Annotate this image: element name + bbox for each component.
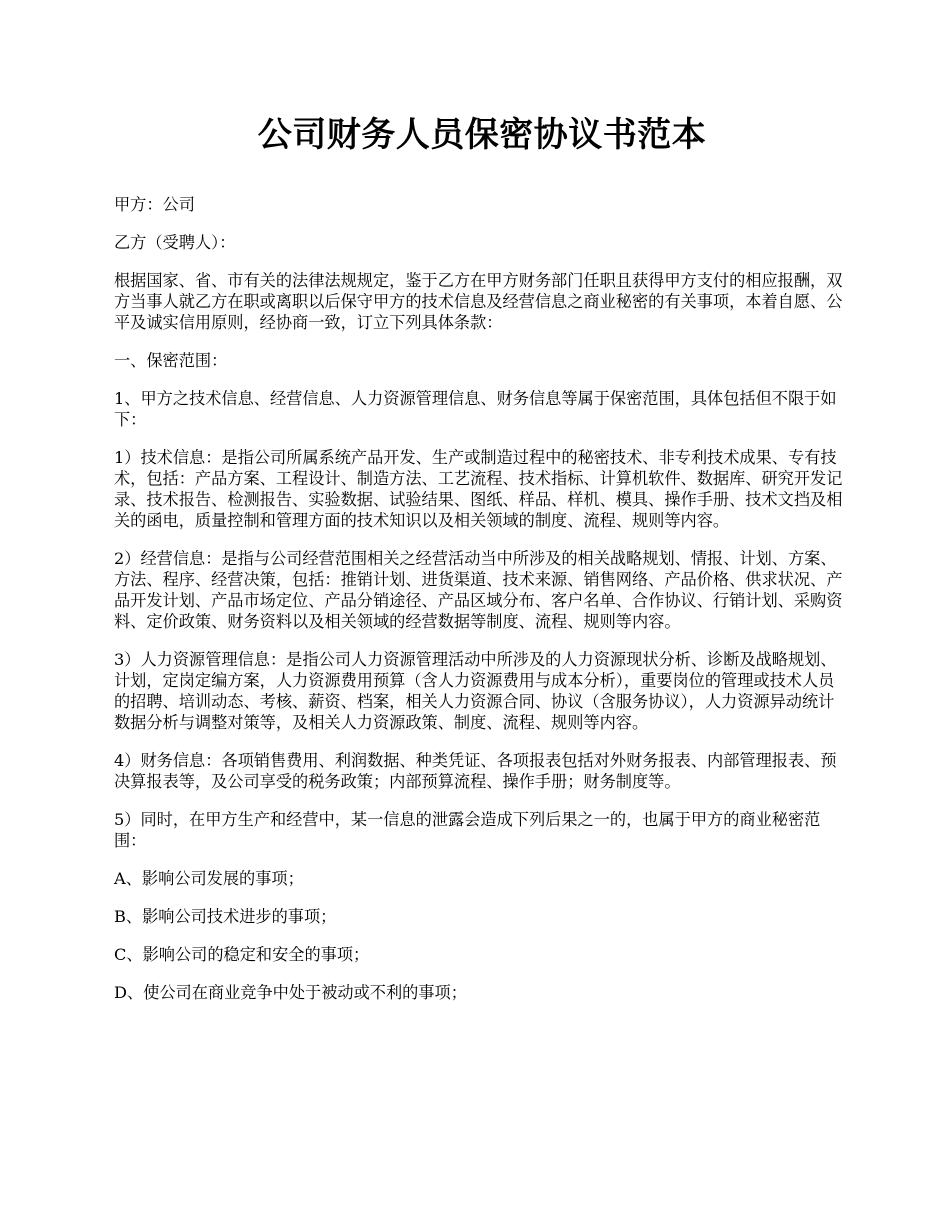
list-item: D、使公司在商业竞争中处于被动或不利的事项； [114, 983, 467, 1002]
clause-paragraph: 1）技术信息：是指公司所属系统产品开发、生产或制造过程中的秘密技术、非专利技术成果、专有技术，包括：产品方案、工程设计、制造方法、工艺流程、技术指标、计算机软件、数据库、研究开发记录、技术报告、检测报告、实验数据、试验结果、图纸、样品、样机、模具、操作手册、技术文挡及相关的函电，质量控制和管理方面的技术知识以及相关领域的制度、流程、规则等内容。 [114, 448, 843, 530]
clause-paragraph: 3）人力资源管理信息：是指公司人力资源管理活动中所涉及的人力资源现状分析、诊断及战略规划、计划，定岗定编方案，人力资源费用预算（含人力资源费用与成本分析），重要岗位的管理或技术人员的招聘、培训动态、考核、薪资、档案，相关人力资源合同、协议（含服务协议），人力资源异动统计数据分析与调整对策等，及相关人力资源政策、制度、流程、规则等内容。 [114, 650, 837, 732]
preamble-paragraph: 根据国家、省、市有关的法律法规规定，鉴于乙方在甲方财务部门任职且获得甲方支付的相应报酬，双方当事人就乙方在职或离职以后保守甲方的技术信息及经营信息之商业秘密的有关事项，本着自愿、公平及诚实信用原则，经协商一致，订立下列具体条款： [114, 271, 843, 332]
clause-paragraph: 2）经营信息：是指与公司经营范围相关之经营活动当中所涉及的相关战略规划、情报、计划、方案、方法、程序、经营决策，包括：推销计划、进货渠道、技术来源、销售网络、产品价格、供求状况、产品开发计划、产品市场定位、产品分销途径、产品区域分布、客户名单、合作协议、行销计划、采购资料、定价政策、财务资料以及相关领域的经营数据等制度、流程、规则等内容。 [114, 549, 843, 631]
document-title: 公司财务人员保密协议书范本 [257, 115, 707, 155]
party-b-line: 乙方（受聘人）： [114, 233, 236, 252]
clause-paragraph: 1、甲方之技术信息、经营信息、人力资源管理信息、财务信息等属于保密范围，具体包括但不限于如下： [114, 389, 837, 429]
list-item: B、影响公司技术进步的事项； [114, 907, 337, 926]
list-item: C、影响公司的稳定和安全的事项； [114, 945, 370, 964]
section-heading: 一、保密范围： [114, 351, 228, 370]
clause-paragraph: 5）同时，在甲方生产和经营中，某一信息的泄露会造成下列后果之一的，也属于甲方的商业秘密范围： [114, 810, 821, 850]
clause-paragraph: 4）财务信息：各项销售费用、利润数据、种类凭证、各项报表包括对外财务报表、内部管理报表、预决算报表等，及公司享受的税务政策；内部预算流程、操作手册；财务制度等。 [114, 751, 837, 791]
list-item: A、影响公司发展的事项； [114, 869, 304, 888]
party-a-line: 甲方：公司 [114, 195, 195, 214]
